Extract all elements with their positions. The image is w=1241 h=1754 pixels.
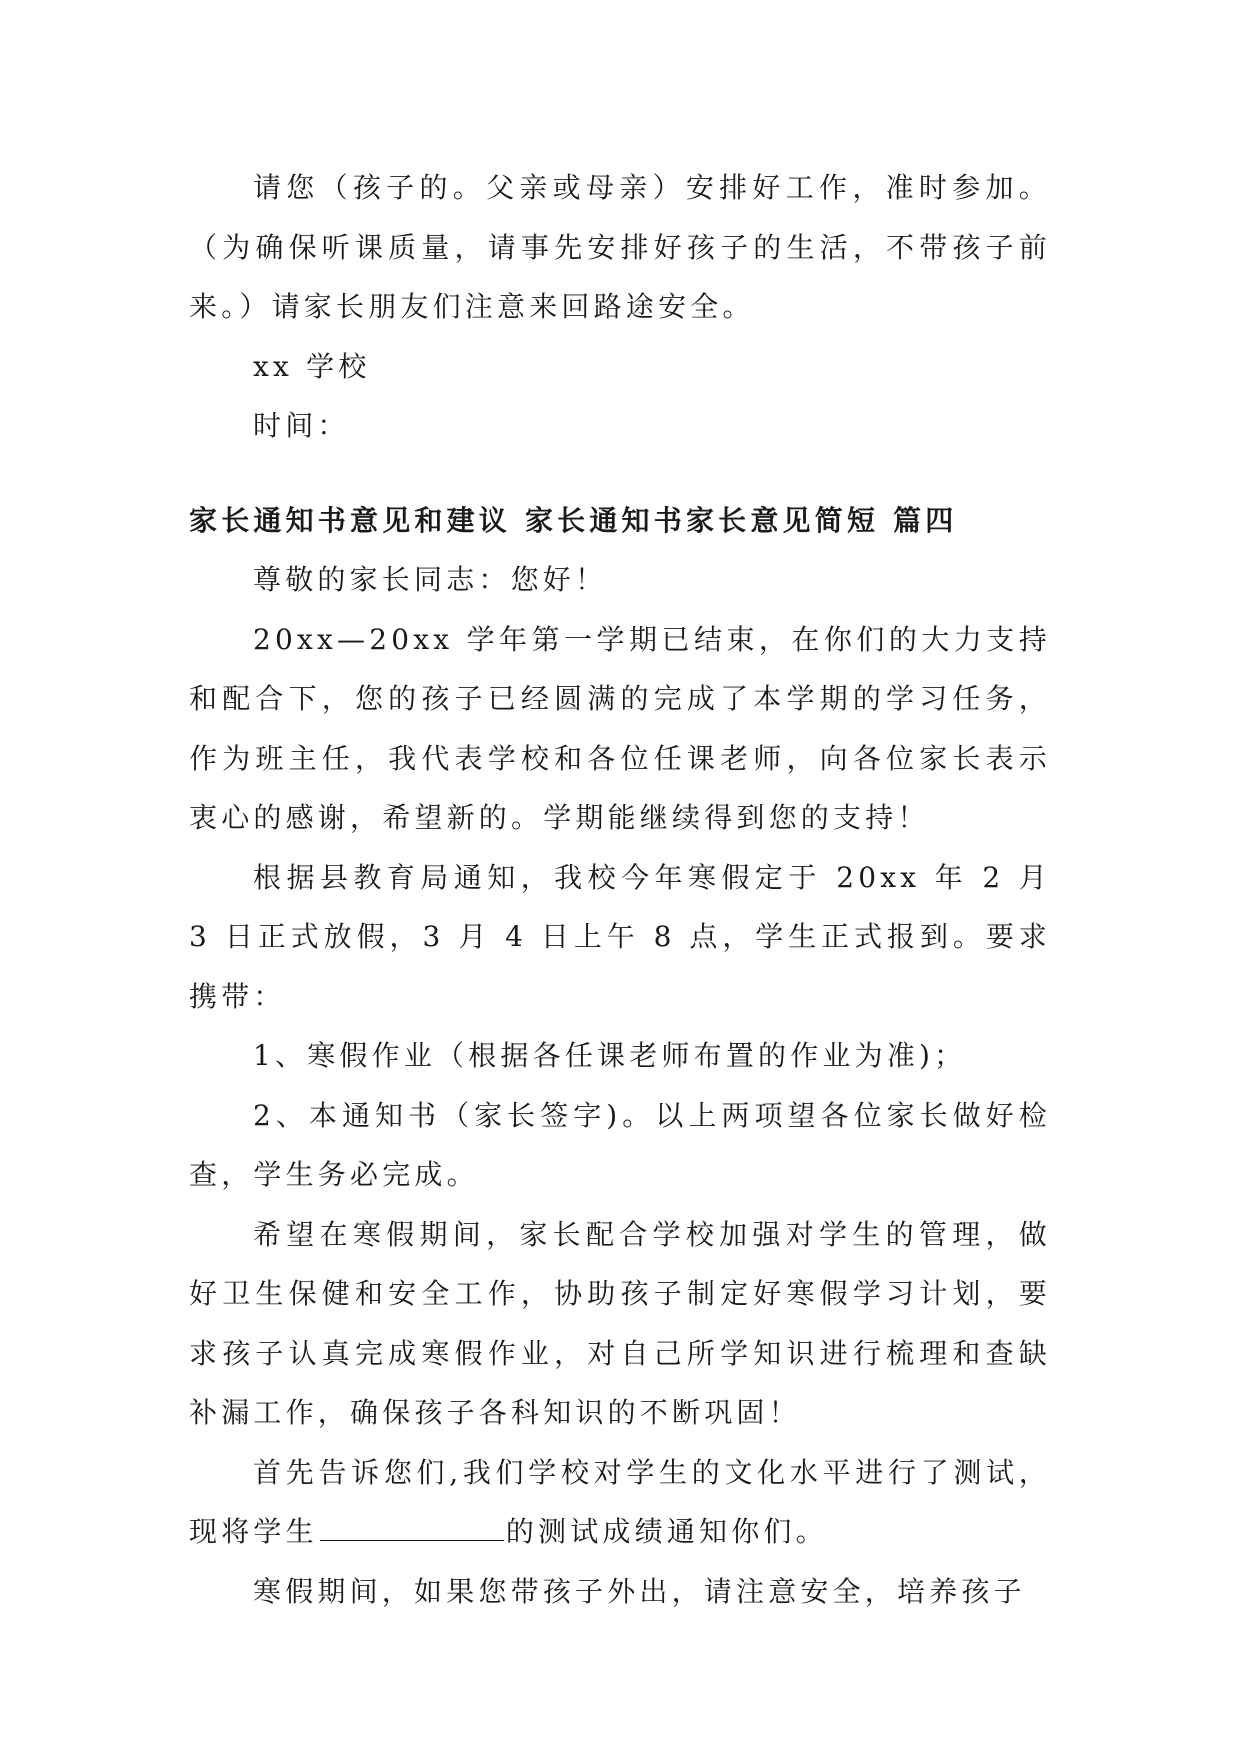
school-signature: xx 学校 — [253, 349, 371, 383]
greeting: 尊敬的家长同志：您好！ — [253, 563, 608, 596]
section-gap — [189, 456, 1051, 491]
intro-paragraph: 请您（孩子的。父亲或母亲）安排好工作，准时参加。（为确保听课质量，请事先安排好孩子的生活，不带孩子前来。）请家长朋友们注意来回路途安全。 — [189, 171, 1051, 323]
section-title: 家长通知书意见和建议 家长通知书家长意见简短 篇四 — [189, 503, 958, 537]
list-item-notice: 2、本通知书（家长签字)。以上两项望各位家长做好检查，学生务必完成。 — [189, 1098, 1051, 1191]
paragraph-test-results — [189, 1443, 1051, 1562]
test-results-text-before: 首先告诉您们,我们学校对学生的文化水平进行了测试，现将学生 — [189, 1455, 1051, 1548]
paragraph-semester-end: 20xx—20xx 学年第一学期已结束，在你们的大力支持和配合下，您的孩子已经圆满的完成了本学期的学习任务，作为班主任，我代表学校和各位任课老师，向各位家长表示衷心的感谢，希望新的。学期能继续得到您的支持！ — [189, 622, 1051, 834]
list-item-homework: 1、寒假作业（根据各任课老师布置的作业为准)； — [253, 1039, 967, 1072]
test-results-text-after: 的测试成绩通知你们。 — [505, 1515, 828, 1548]
paragraph-safety: 寒假期间，如果您带孩子外出，请注意安全，培养孩子 — [253, 1574, 1026, 1608]
paragraph-holiday-schedule: 根据县教育局通知，我校今年寒假定于 20xx 年 2 月 3 日正式放假，3 月 4 日上午 8 点，学生正式报到。要求携带： — [189, 860, 1051, 1013]
paragraph-parent-cooperation: 希望在寒假期间，家长配合学校加强对学生的管理，做好卫生保健和安全工作，协助孩子制定好寒假学习计划，要求孩子认真完成寒假作业，对自己所学知识进行梳理和查缺补漏工作，确保孩子各科知识的不断巩固！ — [189, 1217, 1051, 1429]
document-body — [189, 158, 1051, 1621]
time-label: 时间： — [253, 409, 350, 442]
student-name-blank — [320, 1510, 504, 1541]
